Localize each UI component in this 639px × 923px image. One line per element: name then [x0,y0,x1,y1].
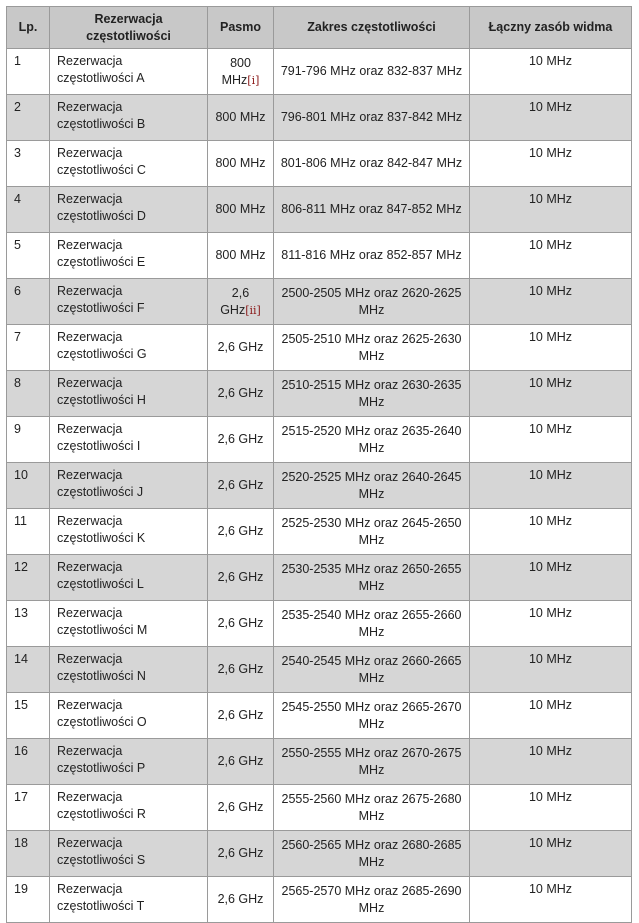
cell-zakres: 801-806 MHz oraz 842-847 MHz [274,141,470,187]
cell-zasob: 10 MHz [470,141,632,187]
cell-rezerwacja: Rezerwacja częstotliwości E [50,233,208,279]
cell-zasob: 10 MHz [470,831,632,877]
cell-rezerwacja: Rezerwacja częstotliwości L [50,555,208,601]
cell-zakres: 2565-2570 MHz oraz 2685-2690 MHz [274,877,470,923]
cell-zasob: 10 MHz [470,693,632,739]
footnote-link[interactable]: [ii] [245,303,261,317]
cell-rezerwacja: Rezerwacja częstotliwości J [50,463,208,509]
header-rezerwacja: Rezerwacja częstotliwości [50,7,208,49]
cell-pasmo [208,831,274,877]
cell-zasob: 10 MHz [470,785,632,831]
table-header [7,7,632,49]
cell-rezerwacja: Rezerwacja częstotliwości O [50,693,208,739]
cell-pasmo [208,187,274,233]
cell-rezerwacja: Rezerwacja częstotliwości F [50,279,208,325]
cell-lp: 10 [7,463,50,509]
cell-pasmo [208,371,274,417]
table-row [7,463,632,509]
table-row [7,601,632,647]
cell-rezerwacja: Rezerwacja częstotliwości D [50,187,208,233]
cell-rezerwacja: Rezerwacja częstotliwości K [50,509,208,555]
cell-zakres: 2530-2535 MHz oraz 2650-2655 MHz [274,555,470,601]
pasmo-value: 2,6 GHz [217,478,264,492]
pasmo-value: 2,6 GHz [217,432,264,446]
pasmo-value: 2,6 GHz [217,892,264,906]
cell-pasmo [208,693,274,739]
cell-rezerwacja: Rezerwacja częstotliwości A [50,49,208,95]
cell-lp: 16 [7,739,50,785]
cell-lp: 17 [7,785,50,831]
cell-zasob: 10 MHz [470,555,632,601]
cell-lp: 8 [7,371,50,417]
pasmo-value: 2,6 GHz [220,285,250,317]
header-pasmo: Pasmo [208,7,274,49]
pasmo-value: 2,6 GHz [217,340,264,354]
cell-lp: 9 [7,417,50,463]
cell-pasmo [208,325,274,371]
cell-lp: 19 [7,877,50,923]
frequency-reservation-table [6,6,632,923]
cell-zasob: 10 MHz [470,325,632,371]
cell-lp: 14 [7,647,50,693]
cell-rezerwacja: Rezerwacja częstotliwości B [50,95,208,141]
cell-pasmo [208,233,274,279]
cell-zasob: 10 MHz [470,279,632,325]
table-row [7,187,632,233]
cell-zakres: 796-801 MHz oraz 837-842 MHz [274,95,470,141]
cell-pasmo [208,877,274,923]
cell-rezerwacja: Rezerwacja częstotliwości S [50,831,208,877]
cell-zasob: 10 MHz [470,95,632,141]
pasmo-value: 800 MHz [215,248,266,262]
cell-lp: 5 [7,233,50,279]
pasmo-value: 800 MHz [215,202,266,216]
header-row [7,7,632,49]
cell-zakres: 2540-2545 MHz oraz 2660-2665 MHz [274,647,470,693]
cell-zakres: 2550-2555 MHz oraz 2670-2675 MHz [274,739,470,785]
table-row [7,95,632,141]
table-row [7,371,632,417]
pasmo-value: 2,6 GHz [217,754,264,768]
cell-pasmo [208,141,274,187]
cell-lp: 6 [7,279,50,325]
cell-pasmo [208,555,274,601]
cell-lp: 4 [7,187,50,233]
cell-lp: 18 [7,831,50,877]
cell-zakres: 2560-2565 MHz oraz 2680-2685 MHz [274,831,470,877]
pasmo-value: 2,6 GHz [217,800,264,814]
cell-zakres: 2520-2525 MHz oraz 2640-2645 MHz [274,463,470,509]
table-row [7,555,632,601]
cell-zakres: 2510-2515 MHz oraz 2630-2635 MHz [274,371,470,417]
cell-rezerwacja: Rezerwacja częstotliwości R [50,785,208,831]
cell-zasob: 10 MHz [470,233,632,279]
cell-lp: 12 [7,555,50,601]
table-row [7,141,632,187]
table-row [7,693,632,739]
cell-zakres: 2525-2530 MHz oraz 2645-2650 MHz [274,509,470,555]
pasmo-value: 2,6 GHz [217,524,264,538]
header-zakres: Zakres częstotliwości [274,7,470,49]
cell-lp: 11 [7,509,50,555]
pasmo-value: 800 MHz [215,110,266,124]
cell-rezerwacja: Rezerwacja częstotliwości T [50,877,208,923]
cell-zakres: 2500-2505 MHz oraz 2620-2625 MHz [274,279,470,325]
table-body [7,49,632,923]
cell-zakres: 2545-2550 MHz oraz 2665-2670 MHz [274,693,470,739]
pasmo-value: 2,6 GHz [217,708,264,722]
cell-rezerwacja: Rezerwacja częstotliwości M [50,601,208,647]
pasmo-value: 800 MHz [221,55,251,87]
table-row [7,417,632,463]
pasmo-value: 2,6 GHz [217,570,264,584]
cell-zakres: 2535-2540 MHz oraz 2655-2660 MHz [274,601,470,647]
cell-zasob: 10 MHz [470,877,632,923]
pasmo-value: 2,6 GHz [217,386,264,400]
pasmo-value: 2,6 GHz [217,846,264,860]
cell-rezerwacja: Rezerwacja częstotliwości I [50,417,208,463]
cell-pasmo [208,95,274,141]
cell-zakres: 791-796 MHz oraz 832-837 MHz [274,49,470,95]
cell-zakres: 811-816 MHz oraz 852-857 MHz [274,233,470,279]
cell-pasmo [208,279,274,325]
table-row [7,233,632,279]
cell-zasob: 10 MHz [470,739,632,785]
cell-lp: 7 [7,325,50,371]
cell-zakres: 2515-2520 MHz oraz 2635-2640 MHz [274,417,470,463]
table-row [7,831,632,877]
cell-zakres: 2555-2560 MHz oraz 2675-2680 MHz [274,785,470,831]
pasmo-value: 800 MHz [215,156,266,170]
cell-zasob: 10 MHz [470,187,632,233]
cell-lp: 1 [7,49,50,95]
cell-pasmo [208,739,274,785]
cell-pasmo [208,49,274,95]
table-row [7,325,632,371]
cell-zakres: 2505-2510 MHz oraz 2625-2630 MHz [274,325,470,371]
cell-lp: 15 [7,693,50,739]
cell-zasob: 10 MHz [470,601,632,647]
table-row [7,509,632,555]
cell-zasob: 10 MHz [470,417,632,463]
table-row [7,785,632,831]
cell-rezerwacja: Rezerwacja częstotliwości C [50,141,208,187]
cell-zakres: 806-811 MHz oraz 847-852 MHz [274,187,470,233]
footnote-link[interactable]: [i] [247,73,260,87]
cell-pasmo [208,417,274,463]
cell-lp: 2 [7,95,50,141]
cell-rezerwacja: Rezerwacja częstotliwości P [50,739,208,785]
table-row [7,647,632,693]
cell-rezerwacja: Rezerwacja częstotliwości H [50,371,208,417]
cell-zasob: 10 MHz [470,647,632,693]
pasmo-value: 2,6 GHz [217,662,264,676]
table-row [7,279,632,325]
table-row [7,739,632,785]
cell-pasmo [208,785,274,831]
table-row [7,49,632,95]
table-row [7,877,632,923]
cell-rezerwacja: Rezerwacja częstotliwości N [50,647,208,693]
header-zasob: Łączny zasób widma [470,7,632,49]
cell-pasmo [208,601,274,647]
cell-zasob: 10 MHz [470,509,632,555]
cell-pasmo [208,647,274,693]
cell-rezerwacja: Rezerwacja częstotliwości G [50,325,208,371]
cell-zasob: 10 MHz [470,49,632,95]
cell-pasmo [208,463,274,509]
header-lp: Lp. [7,7,50,49]
cell-zasob: 10 MHz [470,371,632,417]
cell-zasob: 10 MHz [470,463,632,509]
cell-lp: 13 [7,601,50,647]
cell-lp: 3 [7,141,50,187]
pasmo-value: 2,6 GHz [217,616,264,630]
cell-pasmo [208,509,274,555]
